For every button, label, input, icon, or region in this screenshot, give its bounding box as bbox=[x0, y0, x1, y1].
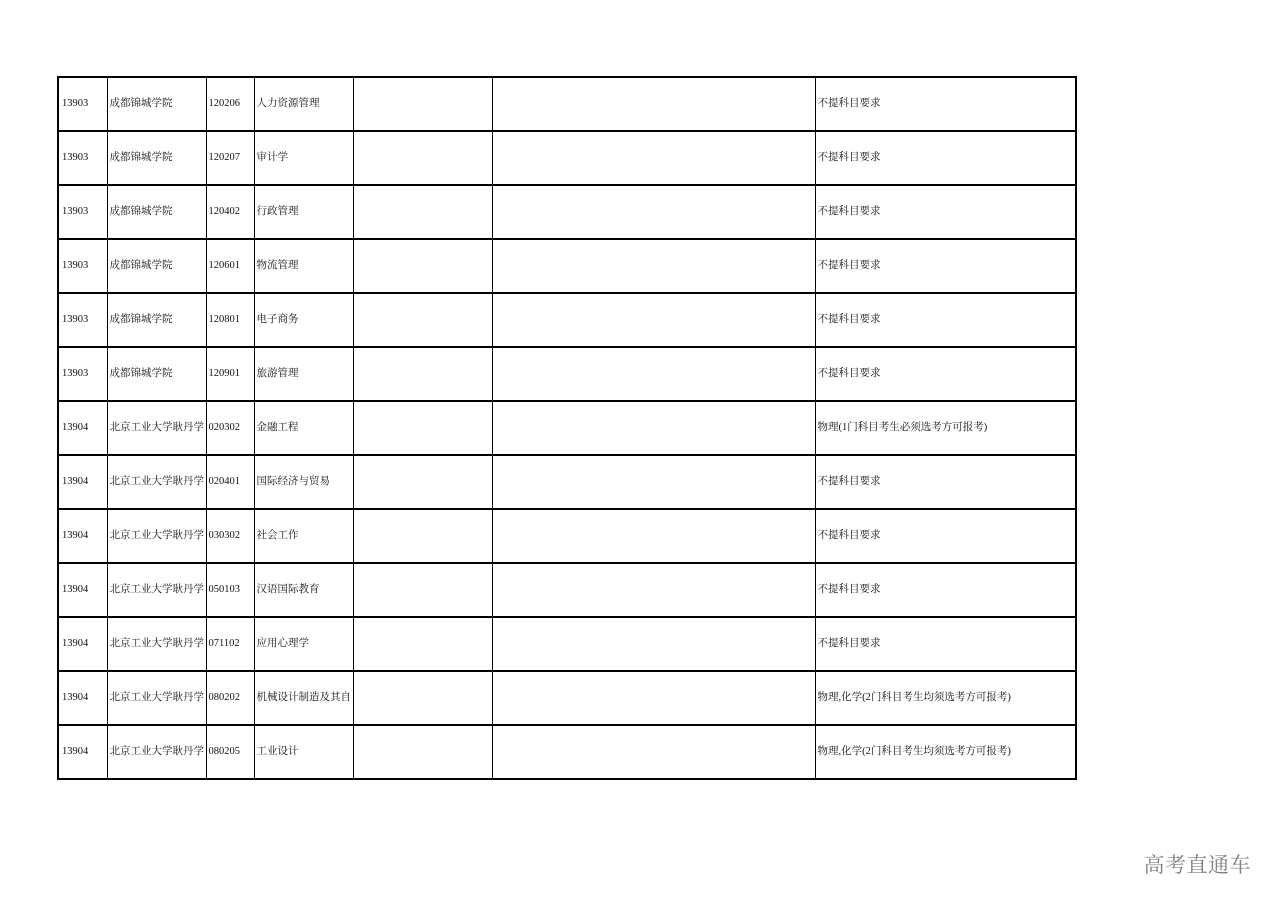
cell-school-code: 13904 bbox=[58, 671, 107, 725]
cell-subject-requirement: 物理(1门科目考生必须选考方可报考) bbox=[815, 401, 1076, 455]
cell-school-name: 成都锦城学院 bbox=[107, 347, 206, 401]
cell-empty bbox=[492, 455, 815, 509]
cell-empty bbox=[492, 293, 815, 347]
cell-major-code: 020401 bbox=[206, 455, 254, 509]
cell-empty bbox=[492, 185, 815, 239]
cell-major-code: 030302 bbox=[206, 509, 254, 563]
cell-subject-requirement: 不提科目要求 bbox=[815, 239, 1076, 293]
cell-empty bbox=[353, 563, 492, 617]
cell-major-name: 物流管理 bbox=[254, 239, 353, 293]
cell-empty bbox=[353, 617, 492, 671]
table-body bbox=[58, 77, 1076, 779]
cell-school-name: 北京工业大学耿丹学 bbox=[107, 401, 206, 455]
cell-empty bbox=[353, 509, 492, 563]
cell-subject-requirement: 不提科目要求 bbox=[815, 509, 1076, 563]
cell-major-code: 120801 bbox=[206, 293, 254, 347]
cell-school-code: 13903 bbox=[58, 293, 107, 347]
cell-empty bbox=[353, 725, 492, 779]
cell-school-code: 13903 bbox=[58, 185, 107, 239]
cell-school-name: 成都锦城学院 bbox=[107, 293, 206, 347]
cell-empty bbox=[353, 77, 492, 131]
cell-major-name: 行政管理 bbox=[254, 185, 353, 239]
cell-school-code: 13903 bbox=[58, 347, 107, 401]
cell-major-name: 机械设计制造及其自 bbox=[254, 671, 353, 725]
cell-school-code: 13903 bbox=[58, 239, 107, 293]
cell-school-name: 北京工业大学耿丹学 bbox=[107, 725, 206, 779]
cell-school-code: 13904 bbox=[58, 563, 107, 617]
cell-major-code: 120901 bbox=[206, 347, 254, 401]
cell-major-name: 汉语国际教育 bbox=[254, 563, 353, 617]
cell-subject-requirement: 物理,化学(2门科目考生均须选考方可报考) bbox=[815, 671, 1076, 725]
table-row bbox=[58, 131, 1076, 185]
cell-major-code: 071102 bbox=[206, 617, 254, 671]
table-row bbox=[58, 455, 1076, 509]
cell-major-code: 020302 bbox=[206, 401, 254, 455]
table-row bbox=[58, 617, 1076, 671]
cell-empty bbox=[353, 239, 492, 293]
cell-major-name: 人力资源管理 bbox=[254, 77, 353, 131]
cell-empty bbox=[492, 239, 815, 293]
table-row bbox=[58, 293, 1076, 347]
cell-major-name: 社会工作 bbox=[254, 509, 353, 563]
cell-empty bbox=[492, 77, 815, 131]
cell-empty bbox=[353, 347, 492, 401]
cell-major-code: 120402 bbox=[206, 185, 254, 239]
cell-subject-requirement: 不提科目要求 bbox=[815, 455, 1076, 509]
cell-school-name: 北京工业大学耿丹学 bbox=[107, 617, 206, 671]
cell-major-name: 国际经济与贸易 bbox=[254, 455, 353, 509]
cell-school-code: 13904 bbox=[58, 725, 107, 779]
cell-school-name: 北京工业大学耿丹学 bbox=[107, 563, 206, 617]
cell-subject-requirement: 不提科目要求 bbox=[815, 347, 1076, 401]
cell-major-code: 080205 bbox=[206, 725, 254, 779]
cell-school-code: 13904 bbox=[58, 617, 107, 671]
cell-empty bbox=[492, 401, 815, 455]
table-row bbox=[58, 77, 1076, 131]
table-row bbox=[58, 725, 1076, 779]
cell-empty bbox=[492, 509, 815, 563]
cell-empty bbox=[353, 293, 492, 347]
cell-empty bbox=[353, 671, 492, 725]
cell-school-name: 北京工业大学耿丹学 bbox=[107, 509, 206, 563]
cell-subject-requirement: 不提科目要求 bbox=[815, 131, 1076, 185]
table-row bbox=[58, 239, 1076, 293]
cell-empty bbox=[353, 455, 492, 509]
cell-school-name: 北京工业大学耿丹学 bbox=[107, 455, 206, 509]
cell-school-name: 成都锦城学院 bbox=[107, 77, 206, 131]
cell-subject-requirement: 物理,化学(2门科目考生均须选考方可报考) bbox=[815, 725, 1076, 779]
cell-empty bbox=[492, 671, 815, 725]
cell-school-name: 北京工业大学耿丹学 bbox=[107, 671, 206, 725]
cell-major-name: 旅游管理 bbox=[254, 347, 353, 401]
watermark-text: 高考直通车 bbox=[1143, 853, 1251, 877]
cell-empty bbox=[492, 347, 815, 401]
cell-school-code: 13903 bbox=[58, 77, 107, 131]
cell-major-code: 050103 bbox=[206, 563, 254, 617]
cell-empty bbox=[492, 725, 815, 779]
cell-major-name: 电子商务 bbox=[254, 293, 353, 347]
cell-major-code: 080202 bbox=[206, 671, 254, 725]
cell-major-name: 工业设计 bbox=[254, 725, 353, 779]
table-row bbox=[58, 563, 1076, 617]
cell-empty bbox=[353, 401, 492, 455]
cell-school-code: 13903 bbox=[58, 131, 107, 185]
table-row bbox=[58, 401, 1076, 455]
table-row bbox=[58, 347, 1076, 401]
cell-subject-requirement: 不提科目要求 bbox=[815, 185, 1076, 239]
table-row bbox=[58, 509, 1076, 563]
cell-empty bbox=[492, 131, 815, 185]
cell-major-code: 120601 bbox=[206, 239, 254, 293]
cell-subject-requirement: 不提科目要求 bbox=[815, 293, 1076, 347]
subject-requirements-table bbox=[57, 76, 1077, 780]
table-row bbox=[58, 671, 1076, 725]
cell-empty bbox=[353, 131, 492, 185]
cell-school-name: 成都锦城学院 bbox=[107, 185, 206, 239]
cell-empty bbox=[492, 617, 815, 671]
cell-school-name: 成都锦城学院 bbox=[107, 131, 206, 185]
cell-school-code: 13904 bbox=[58, 509, 107, 563]
cell-school-name: 成都锦城学院 bbox=[107, 239, 206, 293]
cell-subject-requirement: 不提科目要求 bbox=[815, 617, 1076, 671]
cell-major-code: 120207 bbox=[206, 131, 254, 185]
cell-subject-requirement: 不提科目要求 bbox=[815, 77, 1076, 131]
table-row bbox=[58, 185, 1076, 239]
cell-subject-requirement: 不提科目要求 bbox=[815, 563, 1076, 617]
cell-empty bbox=[492, 563, 815, 617]
cell-major-name: 审计学 bbox=[254, 131, 353, 185]
cell-major-code: 120206 bbox=[206, 77, 254, 131]
cell-school-code: 13904 bbox=[58, 455, 107, 509]
cell-empty bbox=[353, 185, 492, 239]
cell-school-code: 13904 bbox=[58, 401, 107, 455]
cell-major-name: 应用心理学 bbox=[254, 617, 353, 671]
cell-major-name: 金融工程 bbox=[254, 401, 353, 455]
